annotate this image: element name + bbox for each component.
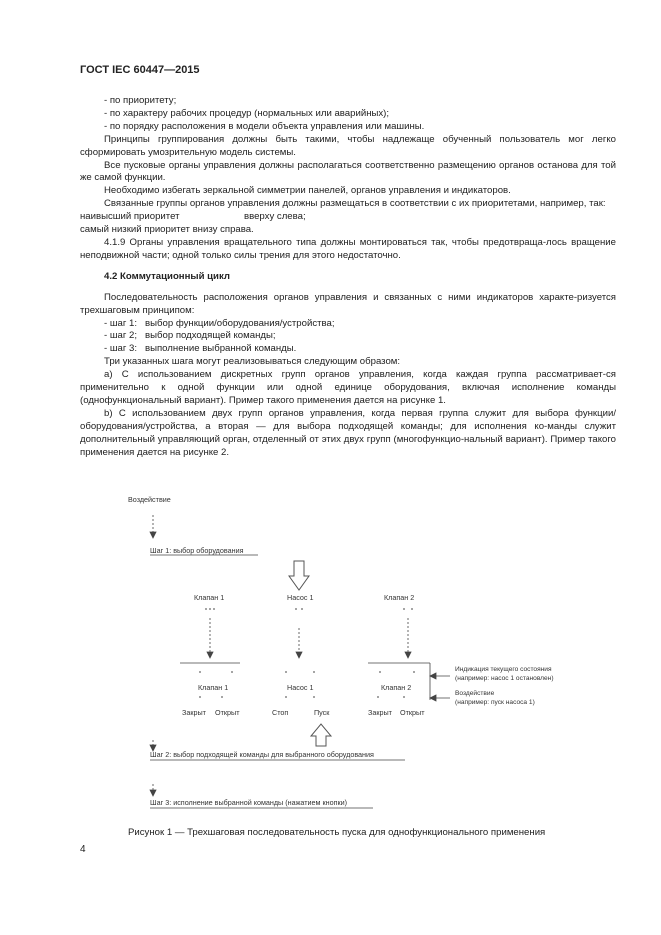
figure-pump1: Насос 1	[287, 593, 314, 602]
list-item: - по приоритету;	[104, 95, 177, 106]
step-text: выбор функции/оборудования/устройства;	[145, 317, 335, 329]
priority-line: самый низкий приоритет внизу справа.	[80, 224, 254, 236]
paragraph: а) С использованием дискретных групп органов управления, когда каждая группа рассматривает-ся применительно к одной функции или одной единице оборудования, включая исполнение команды (однофункциональный вариант). Пример такого применения дается на рисунке 1.	[80, 369, 616, 406]
figure-valve2-b: Клапан 2	[381, 683, 412, 692]
figure-caption: Рисунок 1 — Трехшаговая последовательность пуска для однофункционального применения	[128, 827, 546, 838]
paragraph: 4.1.9 Органы управления вращательного типа должны монтироваться так, чтобы предотвраща-лось вращение неподвижной части; одной только силы трения для этого недостаточно.	[80, 236, 616, 261]
figure-legend-impact-note: (например: пуск насоса 1)	[455, 699, 535, 706]
step-key: - шаг 2;	[104, 330, 138, 342]
standard-header: ГОСТ IEC 60447—2015	[80, 64, 200, 76]
paragraph: Связанные группы органов управления должны размещаться в соответствии с их приоритетами, например, так:	[104, 198, 606, 210]
figure-legend-state-note: (например: насос 1 остановлен)	[455, 675, 554, 682]
figure-impact-top: Воздействие	[128, 495, 171, 504]
figure-legend-state: Индикация текущего состояния	[455, 666, 552, 673]
figure-closed1: Закрыт	[182, 708, 206, 717]
priority-label: наивысший приоритет	[80, 211, 180, 223]
figure-pump1-b: Насос 1	[287, 683, 314, 692]
figure-step3: Шаг 3: исполнение выбранной команды (нажатием кнопки)	[150, 798, 348, 807]
figure-stop: Стоп	[272, 708, 289, 717]
paragraph: Необходимо избегать зеркальной симметрии панелей, органов управления и индикаторов.	[104, 185, 511, 197]
step-key: - шаг 1:	[104, 317, 138, 329]
paragraph: Все пусковые органы управления должны располагаться соответственно размещению органов останова для той же самой функции.	[80, 159, 616, 184]
figure-valve1: Клапан 1	[194, 593, 225, 602]
list-item: - по характеру рабочих процедур (нормальных или аварийных);	[104, 107, 390, 119]
figure-step1: Шаг 1: выбор оборудования	[150, 546, 244, 555]
step-key: - шаг 3:	[104, 343, 138, 355]
figure-legend-impact: Воздействие	[455, 690, 495, 697]
figure-valve2: Клапан 2	[384, 593, 415, 602]
section-title: 4.2 Коммутационный цикл	[104, 270, 230, 282]
figure-closed2: Закрыт	[368, 708, 392, 717]
figure-valve1-b: Клапан 1	[198, 683, 229, 692]
step-text: выполнение выбранной команды.	[145, 343, 297, 355]
figure-open2: Открыт	[400, 708, 425, 717]
figure-open1: Открыт	[215, 708, 240, 717]
list-item: - по порядку расположения в модели объекта управления или машины.	[104, 120, 425, 132]
paragraph: b) С использованием двух групп органов управления, когда первая группа служит для выбора функции/оборудования/устройства, а вторая — для выбора подходящей команды; для исполнения ко-манды служит дополнительный управляющий орган, отделенный от этих двух групп (многофункцио-нальный вариант). Пример такого применения дается на рисунке 2.	[80, 407, 616, 458]
paragraph: Принципы группирования должны быть такими, чтобы надлежаще обученный пользователь мог легко сформировать умозрительную модель системы.	[80, 133, 616, 158]
hollow-arrow-up	[311, 724, 331, 746]
hollow-arrow-down	[289, 561, 309, 590]
figure-step2: Шаг 2: выбор подходящей команды для выбранного оборудования	[150, 750, 374, 759]
step-text: выбор подходящей команды;	[145, 330, 276, 342]
page-number: 4	[80, 844, 86, 855]
paragraph: Три указанных шага могут реализовываться следующим образом:	[104, 356, 401, 368]
priority-value: вверху слева;	[244, 211, 306, 223]
paragraph: Последовательность расположения органов управления и связанных с ними индикаторов характе-ризуется трехшаговым принципом:	[80, 291, 616, 316]
arrow-head	[150, 532, 156, 538]
figure-start: Пуск	[314, 708, 330, 717]
